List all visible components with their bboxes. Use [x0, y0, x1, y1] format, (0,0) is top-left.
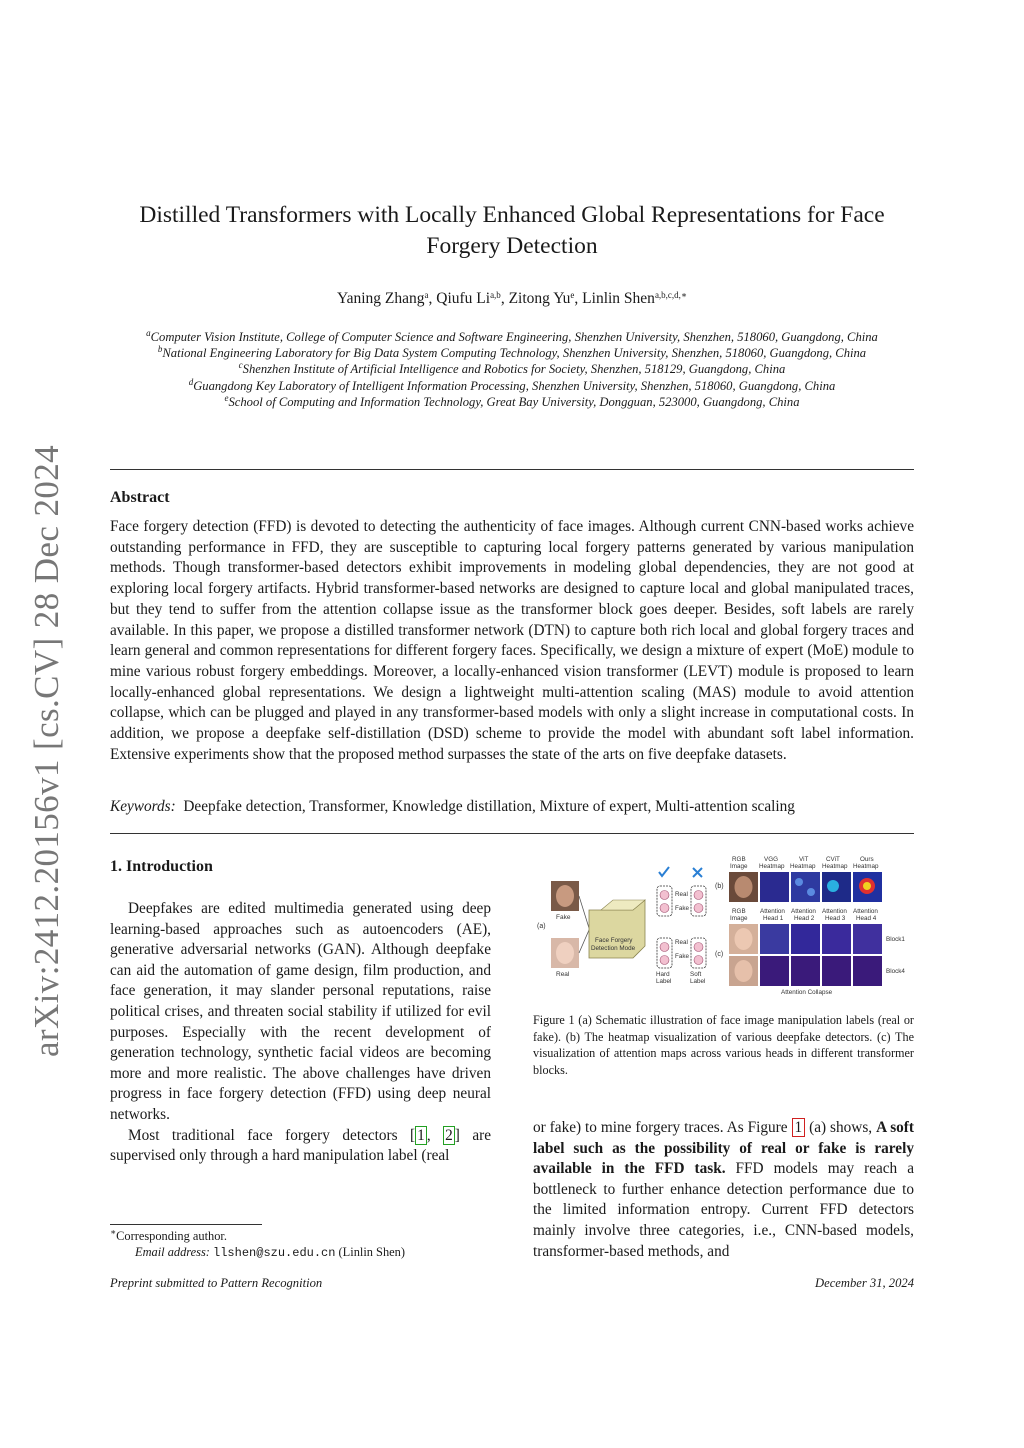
column-label: Attention	[822, 908, 847, 915]
panel-label: (b)	[715, 883, 724, 890]
soft-label-caption: Soft	[690, 971, 702, 978]
figure-panel-c	[715, 908, 905, 996]
figure-1	[533, 848, 914, 998]
author: Zitong Yu$^e$,	[508, 290, 583, 307]
column-label: Head 4	[856, 915, 877, 922]
affiliation: $^e$School of Computing and Information Technology, Great Bay University, Dongguan, 523000, Guangdong, China	[224, 393, 800, 409]
arrow	[579, 930, 589, 953]
affiliation: $^c$Shenzhen Institute of Artificial Intelligence and Robotics for Society, Shenzhen, 518129, Guangdong, China	[238, 360, 786, 376]
attention-map	[760, 956, 789, 986]
paragraph: or fake) to mine forgery traces. As Figure 1 (a) shows, A soft label such as the possibility of real or fake is rarely available in the FFD task. FFD models may reach a bottleneck to further enhance detection performance due to the limited information entropy. Current FFD detectors mainly involve three categories, i.e., CNN-based models, transformer-based methods, and	[533, 1119, 914, 1260]
hard-label-caption: Label	[656, 978, 672, 985]
face-shape	[556, 885, 574, 907]
column-label: Head 1	[763, 915, 784, 922]
author: Qiufu Li$^{a,b}$,	[436, 290, 509, 307]
label-node	[660, 956, 669, 965]
face-shape	[735, 876, 753, 898]
fake-label: Fake	[675, 905, 689, 912]
column-label: Heatmap	[822, 863, 848, 870]
label-node	[694, 943, 703, 952]
footer-date: December 31, 2024	[815, 1276, 914, 1290]
real-label: Real	[556, 971, 570, 978]
panel-label: (c)	[715, 951, 724, 958]
face-shape	[556, 942, 574, 964]
face-shape	[735, 960, 753, 982]
column-label: RGB	[732, 856, 746, 863]
email-link[interactable]: llshen@szu.edu.cn	[213, 1246, 336, 1260]
check-icon	[659, 867, 669, 876]
affiliation: $^a$Computer Vision Institute, College of Computer Science and Software Engineering, Shenzhen University, Shenzhen, 518060, Guangdong, China	[146, 328, 878, 344]
abstract-text: Face forgery detection (FFD) is devoted to detecting the authenticity of face images. Although current CNN-based works achieve outstanding performance in FFD, they are susceptible to capturing local forgery patterns generated by various manipulation methods. Though transformer-based detectors exhibit improvements in modeling global dependencies, they are not good at exploring local forgery artifacts. Hybrid transformer-based networks are designed to capture local and global manipulated traces, but they tend to suffer from the attention collapse issue as the transformer block goes deeper. Besides, soft labels are rarely available. In this paper, we propose a distilled transformer network (DTN) to capture both rich local and global forgery traces and learn general and common representations for different forgery faces. Specifically, we design a mixture of expert (MoE) module to mine various robust forgery embeddings. Moreover, a locally-enhanced vision transformer (LEVT) module is proposed to learn locally-enhanced global representations. We design a lightweight multi-attention scaling (MAS) module to avoid attention collapse, which can be plugged and played in any transformer-based models with only a slight increase in computational costs. In addition, we propose a deepfake self-distillation (DSD) scheme to provide the model with abundant soft label information. Extensive experiments show that the proposed method surpasses the state of the arts on five deepfake datasets.	[110, 518, 914, 763]
vit-heatmap	[791, 872, 820, 902]
footnote-divider	[110, 1224, 262, 1225]
real-label: Real	[675, 939, 688, 946]
attention-map	[822, 924, 851, 954]
footer-journal: Preprint submitted to Pattern Recognition	[110, 1276, 323, 1290]
column-label: Attention	[853, 908, 878, 915]
arrow	[579, 896, 589, 928]
column-label: Ours	[860, 856, 874, 863]
attention-map	[822, 956, 851, 986]
column-label: Attention	[760, 908, 785, 915]
divider	[110, 833, 914, 834]
fake-label: Fake	[556, 914, 571, 921]
label-node	[660, 904, 669, 913]
soft-label-caption: Label	[690, 978, 706, 985]
column-label: Image	[730, 863, 748, 870]
column-label: RGB	[732, 908, 746, 915]
paragraph: Most traditional face forgery detectors [ 1 , 2 ] are supervised only through a hard manipulation label (real	[110, 1126, 491, 1165]
column-label: Head 3	[825, 915, 846, 922]
column-label: Heatmap	[853, 863, 879, 870]
footnote-line: ∗Corresponding author.	[110, 1227, 227, 1243]
author: Yaning Zhang$^a$,	[336, 290, 437, 307]
footnote	[110, 1228, 500, 1261]
figure-link[interactable]: 1	[792, 1118, 806, 1137]
abstract-heading: Abstract	[110, 489, 170, 506]
figure-caption: Figure 1 (a) Schematic illustration of face image manipulation labels (real or fake). (b) The heatmap visualization of various deepfake detectors. (c) The visualization of attention maps across various heads in different transformer blocks.	[533, 1013, 914, 1077]
section-heading: 1. Introduction	[110, 858, 213, 875]
footnote-line: Email address: llshen@szu.edu.cn (Linlin Shen)	[135, 1245, 405, 1260]
attention-map	[791, 924, 820, 954]
affiliation: $^d$Guangdong Key Laboratory of Intelligent Information Processing, Shenzhen University, Shenzhen, 518060, Guangdong, China	[188, 377, 836, 393]
column-label: Heatmap	[790, 863, 816, 870]
label-node	[694, 956, 703, 965]
vgg-heatmap	[760, 872, 789, 902]
column-label: VGG	[764, 856, 778, 863]
model-label: Face Forgery	[595, 937, 633, 944]
attention-map	[791, 956, 820, 986]
model-label: Detection Mode	[591, 945, 636, 952]
heatmap-spot	[863, 882, 871, 890]
column-label: ViT	[799, 856, 809, 863]
heatmap-spot	[807, 888, 815, 896]
attention-map	[760, 924, 789, 954]
citation-link[interactable]: 1	[417, 1126, 425, 1144]
divider	[110, 469, 914, 470]
label-node	[660, 943, 669, 952]
cross-icon	[693, 868, 702, 877]
fake-label: Fake	[675, 953, 689, 960]
author-list	[110, 290, 914, 308]
citation-link[interactable]: 2	[445, 1126, 453, 1144]
panel-label: (a)	[537, 923, 546, 930]
affiliation: $^b$National Engineering Laboratory for Big Data System Computing Technology, Shenzhen University, Shenzhen, 518060, Guangdong, China	[157, 344, 867, 360]
hard-label-caption: Hard	[656, 971, 670, 978]
intro-paragraphs	[110, 899, 491, 1167]
block-label: Block1	[886, 936, 905, 943]
heatmap-spot	[795, 878, 803, 886]
face-shape	[735, 928, 753, 950]
column-label: Head 2	[794, 915, 815, 922]
column-label: Heatmap	[759, 863, 785, 870]
heatmap-spot	[827, 880, 839, 892]
label-node	[694, 891, 703, 900]
attention-collapse-label: Attention Collapse	[781, 989, 833, 996]
author: Linlin Shen$^{a,b,c,d,∗}$	[582, 290, 688, 307]
real-label: Real	[675, 891, 688, 898]
attention-map	[853, 924, 882, 954]
arxiv-identifier: arXiv:2412.20156v1 [cs.CV] 28 Dec 2024	[27, 444, 66, 1057]
figure-panel-b	[715, 856, 882, 902]
figure-panel-a	[537, 867, 706, 985]
column-label: Image	[730, 915, 748, 922]
paper-title: Distilled Transformers with Locally Enhanced Global Representations for Face Forgery Detection	[139, 202, 885, 259]
keywords: Keywords: Deepfake detection, Transformer, Knowledge distillation, Mixture of expert, Multi-attention scaling	[110, 798, 795, 815]
attention-map	[853, 956, 882, 986]
column-label: Attention	[791, 908, 816, 915]
label-node	[694, 904, 703, 913]
block-label: Block4	[886, 968, 905, 975]
paragraph: Deepfakes are edited multimedia generated using deep learning-based approaches such as autoencoders (AE), generative adversarial networks (GAN). Although deepfake can aid the automation of game design, film production, and face generation, it may slander personal reputations, raise political crises, and threaten social stability if utilized for evil purposes. Especially with the recent development of generation technology, synthetic facial videos are becoming more and more realistic. The above challenges have driven progress in face forgery detection (FFD) using deep neural networks.	[110, 900, 491, 1123]
label-node	[660, 891, 669, 900]
column-label: CViT	[826, 856, 840, 863]
